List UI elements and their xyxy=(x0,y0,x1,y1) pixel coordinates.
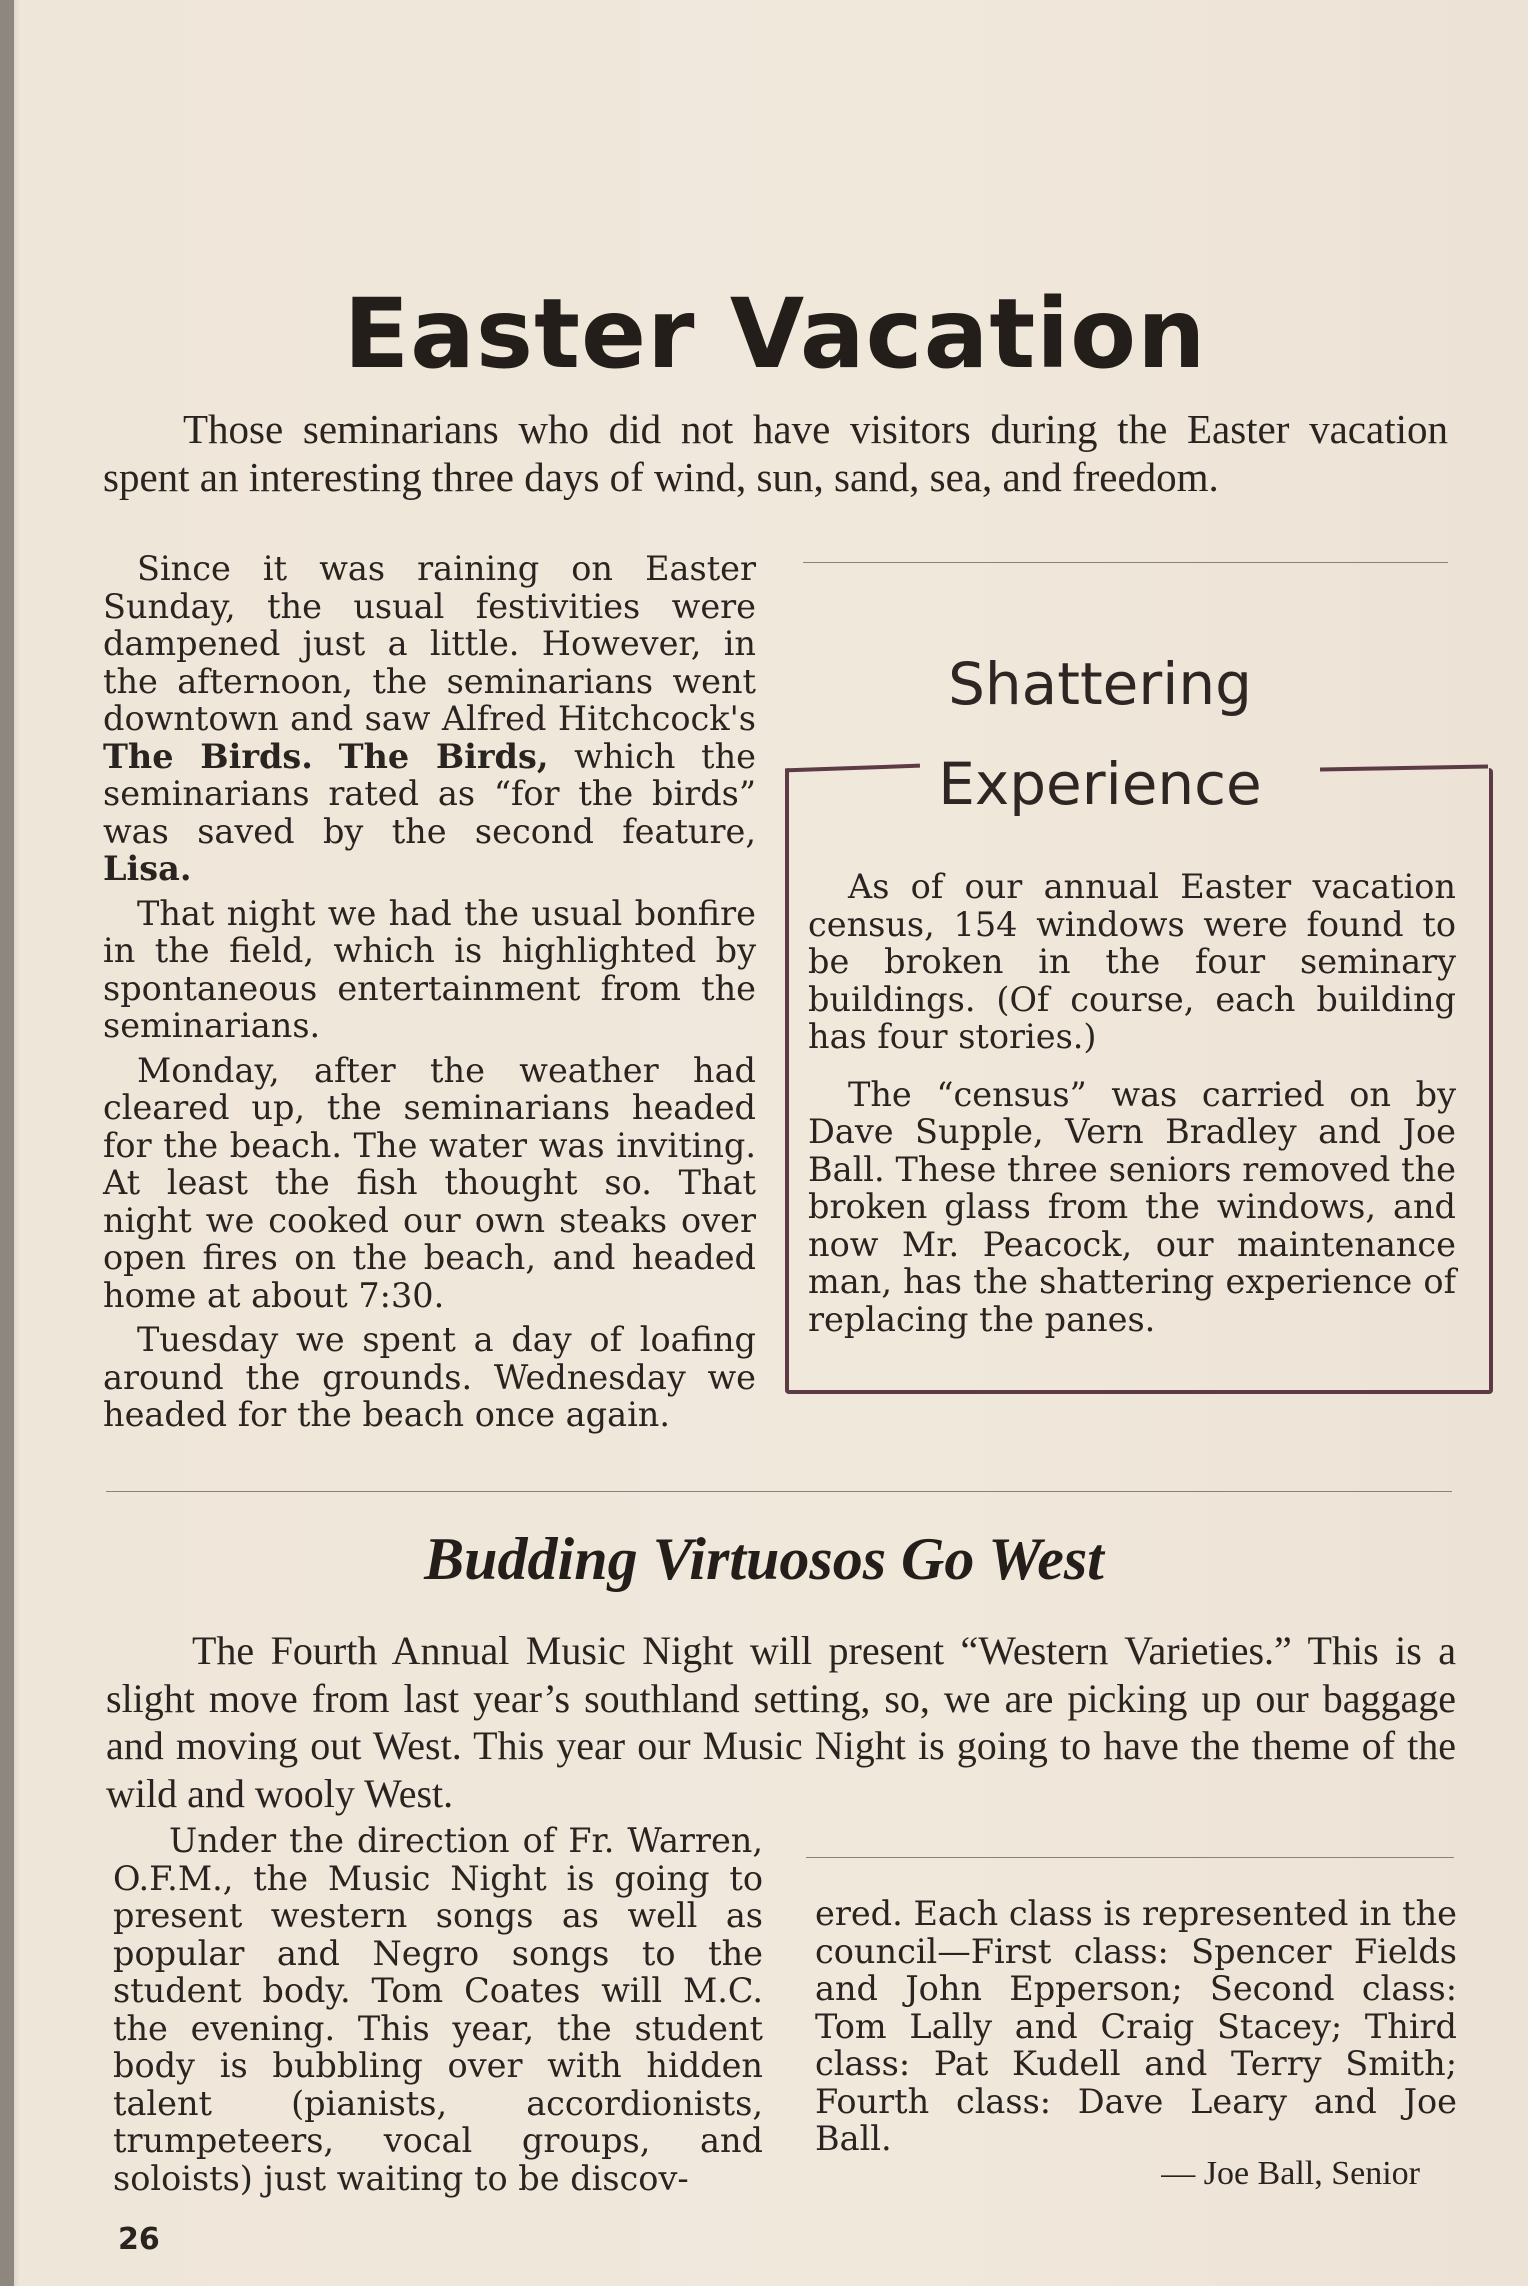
easter-paragraph-2: That night we had the usual bonfire in the field, which is highlighted by spontaneous entertainment from the seminarians. xyxy=(103,893,756,1045)
film-title-the-birds-2: The Birds, xyxy=(338,736,549,776)
sidebar-title-line-2: Experience xyxy=(938,750,1262,818)
page-number: 26 xyxy=(118,2222,160,2257)
music-night-column-right: ered. Each class is represented in the council—First class: Spencer Fields and John Epperson; Second class: Tom Lally and Craig Stacey; Third class: Pat Kudell and Terry Smith; Fourth class: Dave Leary and Joe Ball. xyxy=(815,1894,1457,2158)
sidebar-paragraph-1: As of our annual Easter vacation census, 154 windows were found to be broken in the four seminary buildings. (Of course, each building has four stories.) xyxy=(808,867,1456,1056)
article-body-easter xyxy=(103,550,756,1441)
film-title-the-birds: The Birds. xyxy=(103,736,313,776)
article-title-easter-vacation: Easter Vacation xyxy=(343,278,1207,390)
divider-section xyxy=(106,1491,1452,1492)
sidebar-body xyxy=(808,868,1456,1358)
easter-p1-text-a: Since it was raining on Easter Sunday, the usual festivities were dampened just a little. However, in the afternoon, the seminarians went downtown and saw Alfred Hitchcock's xyxy=(103,549,756,738)
music-night-column-left: Under the direction of Fr. Warren, O.F.M., the Music Night is going to present western songs as well as popular and Negro songs to the student body. Tom Coates will M.C. the evening. This year, the student body is bubbling over with hidden talent (pianists, accordionists, trumpeteers, vocal groups, and soloists) just waiting to be discov- xyxy=(113,1821,763,2198)
divider-sidebar-top xyxy=(803,562,1448,563)
easter-paragraph-3: Monday, after the weather had cleared up, the seminarians headed for the beach. The water was inviting. At least the fish thought so. That night we cooked our own steaks over open fires on the beach, and headed home at about 7:30. xyxy=(103,1050,756,1315)
easter-p1-text-b: which the seminarians rated as “for the birds” was saved by the second feature, xyxy=(103,736,757,851)
easter-paragraph-1 xyxy=(103,550,756,888)
article-intro-easter: Those seminarians who did not have visitors during the Easter vacation spent an interesting three days of wind, sun, sand, sea, and freedom. xyxy=(103,406,1448,500)
sidebar-paragraph-2: The “census” was carried on by Dave Supple, Vern Bradley and Joe Ball. These three seniors removed the broken glass from the windows, and now Mr. Peacock, our maintenance man, has the shattering experience of replacing the panes. xyxy=(808,1074,1456,1339)
article-intro-music-night: The Fourth Annual Music Night will present “Western Varieties.” This is a slight move from last year’s southland setting, so, we are picking up our baggage and moving out West. This year our Music Night is going to have the theme of the wild and wooly West. xyxy=(106,1628,1456,1816)
easter-paragraph-4: Tuesday we spent a day of loafing around the grounds. Wednesday we headed for the beach once again. xyxy=(103,1320,756,1434)
author-signature: — Joe Ball, Senior xyxy=(1161,2155,1420,2192)
film-title-lisa: Lisa. xyxy=(103,849,192,888)
article-title-budding-virtuosos: Budding Virtuosos Go West xyxy=(424,1526,1104,1592)
sidebar-title-line-1: Shattering xyxy=(948,650,1252,718)
divider-column-right xyxy=(806,1857,1454,1858)
